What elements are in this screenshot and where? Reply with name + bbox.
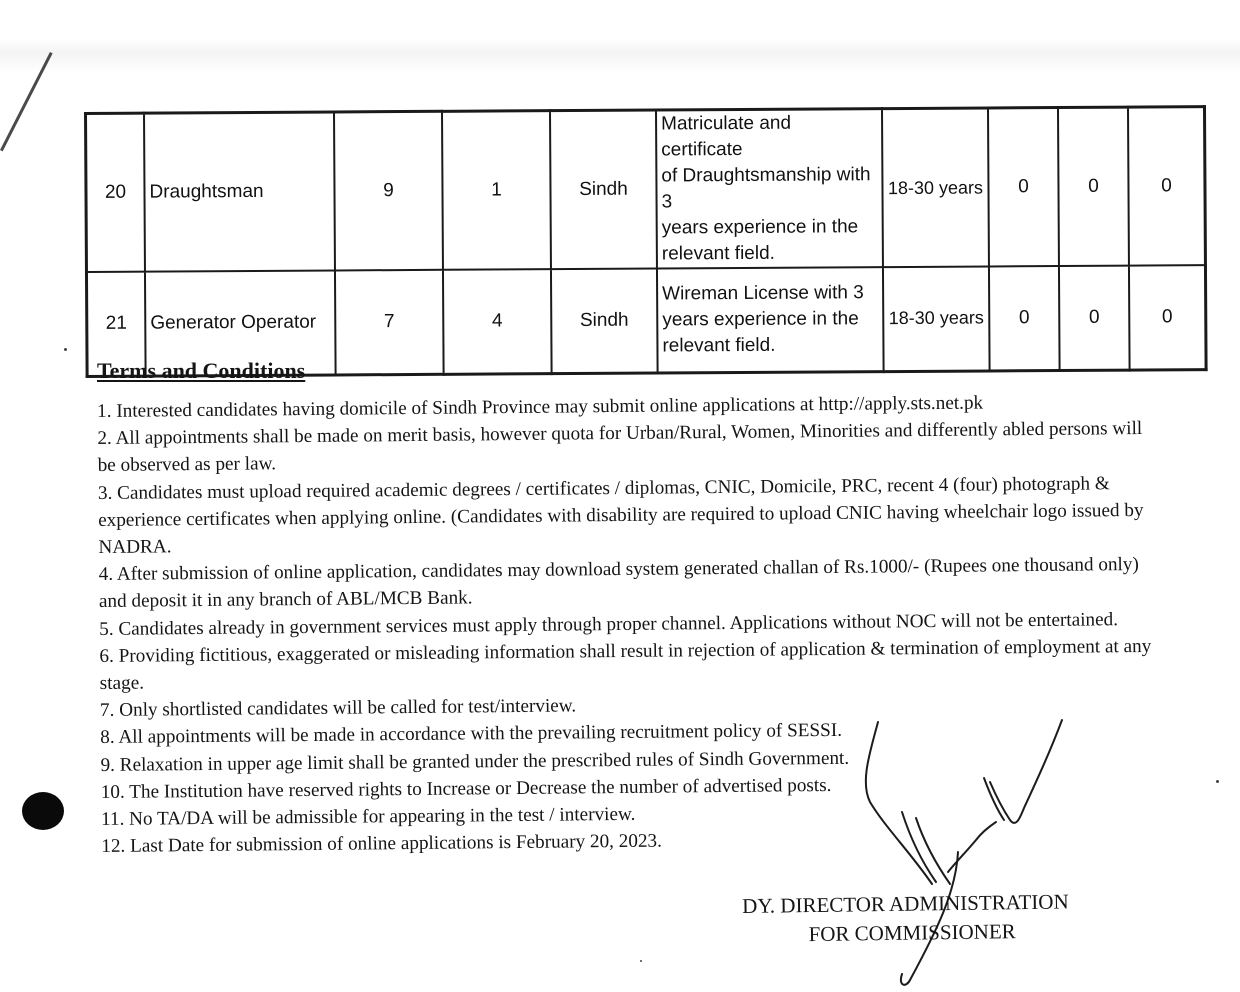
qualification [656,109,883,269]
signatory-subtitle: FOR COMMISSIONER [808,919,1016,947]
scan-speck [64,348,67,351]
qualification-line: relevant field. [661,242,775,265]
term-item: 2. All appointments shall be made on merit basis, however quota for Urban/Rural, Women, Minorities and differently abled persons will be observed as per law. [97,418,1143,477]
table-row [86,107,1206,272]
scan-speck [1216,780,1219,783]
term-item: 4. After submission of online application, candidates may download system generated challan of Rs.1000/- (Rupees one thousand only) and deposit it in any branch of ABL/MCB Bank. [98,554,1139,613]
handwritten-signature [840,712,1080,992]
term-item: 10. The Institution have reserved rights to Increase or Decrease the number of advertised posts. [100,774,832,803]
age-limit: 18-30 years [883,266,990,371]
quota-value: 0 [1059,266,1130,370]
terms-heading: Terms and Conditions [97,358,306,383]
qualification-line: relevant field. [662,334,776,357]
term-item: 9. Relaxation in upper age limit shall be granted under the prescribed rules of Sindh Government. [100,747,850,776]
domicile: Sindh [551,269,658,374]
serial-number: 20 [86,113,145,272]
bps-grade: 9 [334,111,443,270]
term-item: 3. Candidates must upload required academic degrees / certificates / diplomas, CNIC, Domicile, PRC, recent 4 (four) photograph & experience certificates when applying online. (Candidates with disability are required to upload CNIC having wheelchair logo issued by NADRA. [97,472,1144,559]
posts-table [84,105,1208,377]
quota-value: 0 [1058,107,1129,266]
vacancy-count: 4 [443,269,552,374]
term-item: 12. Last Date for submission of online applications is February 20, 2023. [101,830,663,858]
qualification-line: Wireman License with 3 [662,281,864,305]
qualification-line: of Draughtsmanship with 3 [661,164,871,213]
quota-value: 0 [1128,107,1205,266]
signatory-title: DY. DIRECTOR ADMINISTRATION [742,889,1069,918]
scan-shadow [0,38,1240,72]
vacancy-count: 1 [442,111,551,270]
term-item: 8. All appointments will be made in accordance with the prevailing recruitment policy of SESSI. [100,720,843,749]
post-name: Draughtsman [144,112,335,272]
qualification-line: years experience in the [661,216,859,239]
domicile: Sindh [550,110,657,269]
punch-hole [22,792,64,830]
serial-number: 21 [86,272,145,376]
scan-speck [640,960,642,962]
qualification-line: years experience in the [662,308,859,331]
term-item: 5. Candidates already in government services must apply through proper channel. Applications without NOC will not be entertained. [99,608,1119,640]
quota-value: 0 [1129,265,1206,369]
term-item: 6. Providing fictitious, exaggerated or misleading information shall result in rejection of application & termination of employment at any stage. [99,635,1152,695]
term-item: 11. No TA/DA will be admissible for appearing in the test / interview. [100,803,636,831]
quota-value: 0 [988,108,1059,267]
qualification-line: Matriculate and certificate [661,112,792,161]
signatory-block [742,887,1069,950]
term-item: 1. Interested candidates having domicile of Sindh Province may submit online applications at http://apply.sts.net.pk [97,392,984,422]
bps-grade: 7 [335,270,444,375]
qualification [657,267,884,372]
posts-table-wrapper [84,105,1208,377]
quota-value: 0 [989,266,1060,370]
term-item: 7. Only shortlisted candidates will be called for test/interview. [99,695,577,722]
age-limit: 18-30 years [882,108,989,267]
post-name: Generator Operator [145,270,336,375]
